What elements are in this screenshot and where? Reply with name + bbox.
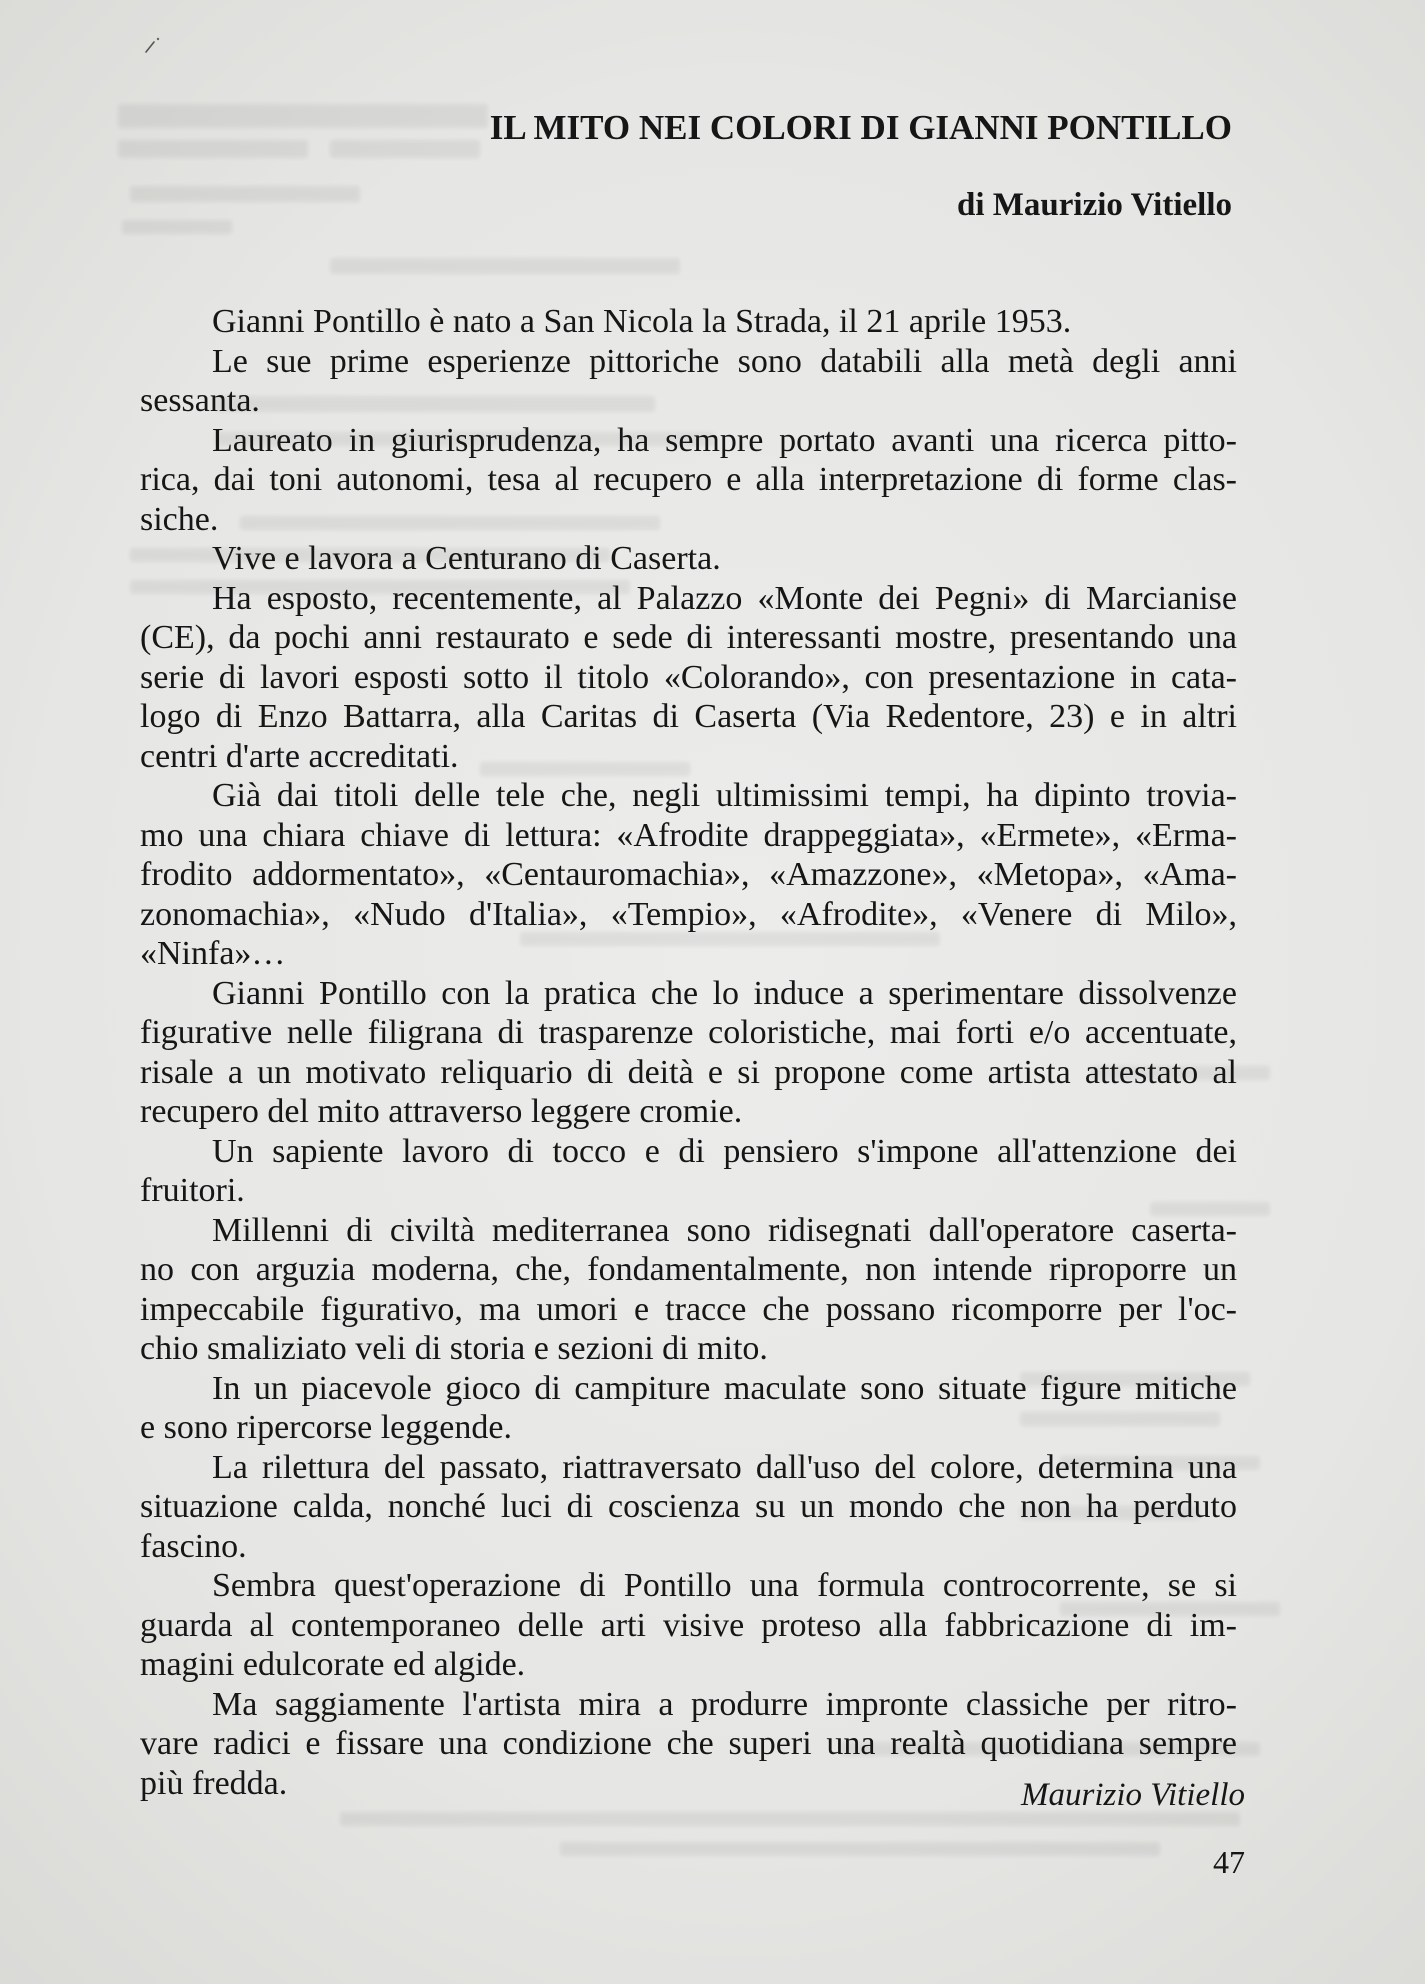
text-line: centri d'arte accreditati. [140, 737, 459, 775]
show-through-mark [118, 140, 308, 158]
text-line: Già dai titoli delle tele che, negli ultimissimi tempi, ha dipinto trovia- [212, 777, 1237, 814]
article-body [140, 302, 1237, 1803]
text-line: Vive e lavora a Centurano di Caserta. [212, 540, 721, 577]
text-line: figurative nelle filigrana di trasparenze coloristiche, mai forti e/o accentuate, [140, 1014, 1237, 1051]
show-through-mark [330, 140, 480, 158]
text-line: vare radici e fissare una condizione che superi una realtà quotidiana sempre [140, 1725, 1237, 1762]
show-through-mark [130, 186, 360, 202]
text-line: più fredda. [140, 1764, 288, 1802]
paragraph [140, 1566, 1237, 1685]
text-line: In un piacevole gioco di campiture maculate sono situate figure mitiche [212, 1369, 1237, 1407]
text-line: mo una chiara chiave di lettura: «Afrodite drappeggiata», «Ermete», «Erma- [140, 816, 1237, 854]
paragraph [140, 421, 1237, 540]
text-line: logo di Enzo Battarra, alla Caritas di Caserta (Via Redentore, 23) e in altri [140, 698, 1237, 735]
text-line: Un sapiente lavoro di tocco e di pensiero s'impone all'attenzione dei [212, 1132, 1237, 1170]
text-line: «Ninfa»… [140, 935, 286, 972]
text-line: La rilettura del passato, riattraversato dall'uso del colore, determina una [212, 1448, 1237, 1486]
text-line: guarda al contemporaneo delle arti visive proteso alla fabbricazione di im- [140, 1606, 1237, 1644]
show-through-mark [118, 104, 488, 128]
paragraph [140, 974, 1237, 1132]
article-title: IL MITO NEI COLORI DI GIANNI PONTILLO [489, 108, 1232, 147]
article-byline: di Maurizio Vitiello [957, 187, 1232, 223]
text-line: Gianni Pontillo è nato a San Nicola la Strada, il 21 aprile 1953. [212, 303, 1072, 340]
text-line: Millenni di civiltà mediterranea sono ridisegnati dall'operatore caserta- [212, 1211, 1237, 1249]
text-line: no con arguzia moderna, che, fondamentalmente, non intende riproporre un [140, 1251, 1237, 1288]
show-through-mark [122, 220, 232, 234]
text-line: rica, dai toni autonomi, tesa al recupero e alla interpretazione di forme clas- [140, 461, 1237, 498]
text-line: magini edulcorate ed algide. [140, 1646, 526, 1683]
text-line: frodito addormentato», «Centauromachia», «Amazzone», «Metopa», «Ama- [140, 856, 1237, 893]
paragraph [140, 579, 1237, 777]
text-line: Ma saggiamente l'artista mira a produrre impronte classiche per ritro- [212, 1685, 1237, 1723]
text-line: serie di lavori esposti sotto il titolo «Colorando», con presentazione in cata- [140, 658, 1237, 696]
paragraph [140, 1448, 1237, 1567]
paragraph [140, 1132, 1237, 1211]
text-line: chio smaliziato veli di storia e sezioni di mito. [140, 1330, 768, 1367]
show-through-mark [560, 1842, 1160, 1856]
text-line: Ha esposto, recentemente, al Palazzo «Monte dei Pegni» di Marcianise [212, 579, 1237, 617]
text-line: Laureato in giurisprudenza, ha sempre portato avanti una ricerca pitto- [212, 421, 1237, 459]
show-through-mark [330, 258, 680, 274]
text-line: Gianni Pontillo con la pratica che lo induce a sperimentare dissolvenze [212, 974, 1237, 1012]
page-number: 47 [1213, 1844, 1245, 1880]
text-line: fruitori. [140, 1172, 245, 1209]
paragraph [140, 1211, 1237, 1369]
paragraph [140, 302, 1237, 342]
text-line: risale a un motivato reliquario di deità e si propone come artista attestato al [140, 1053, 1237, 1091]
pen-mark [140, 30, 170, 60]
text-line: situazione calda, nonché luci di coscienza su un mondo che non ha perduto [140, 1488, 1237, 1525]
paragraph [140, 1369, 1237, 1448]
paragraph [140, 776, 1237, 974]
author-signature: Maurizio Vitiello [1021, 1777, 1245, 1813]
text-line: siche. [140, 500, 219, 538]
text-line: zonomachia», «Nudo d'Italia», «Tempio», «Afrodite», «Venere di Milo», [140, 895, 1237, 933]
text-line: sessanta. [140, 382, 260, 419]
text-line: Le sue prime esperienze pittoriche sono databili alla metà degli anni [212, 342, 1237, 380]
text-line: recupero del mito attraverso leggere cromie. [140, 1093, 743, 1130]
text-line: fascino. [140, 1527, 247, 1565]
paragraph [140, 342, 1237, 421]
paragraph [140, 539, 1237, 579]
text-line: (CE), da pochi anni restaurato e sede di interessanti mostre, presentando una [140, 619, 1237, 656]
text-line: e sono ripercorse leggende. [140, 1409, 512, 1446]
text-line: impeccabile figurativo, ma umori e tracce che possano ricomporre per l'oc- [140, 1290, 1237, 1328]
text-line: Sembra quest'operazione di Pontillo una formula controcorrente, se si [212, 1567, 1237, 1604]
